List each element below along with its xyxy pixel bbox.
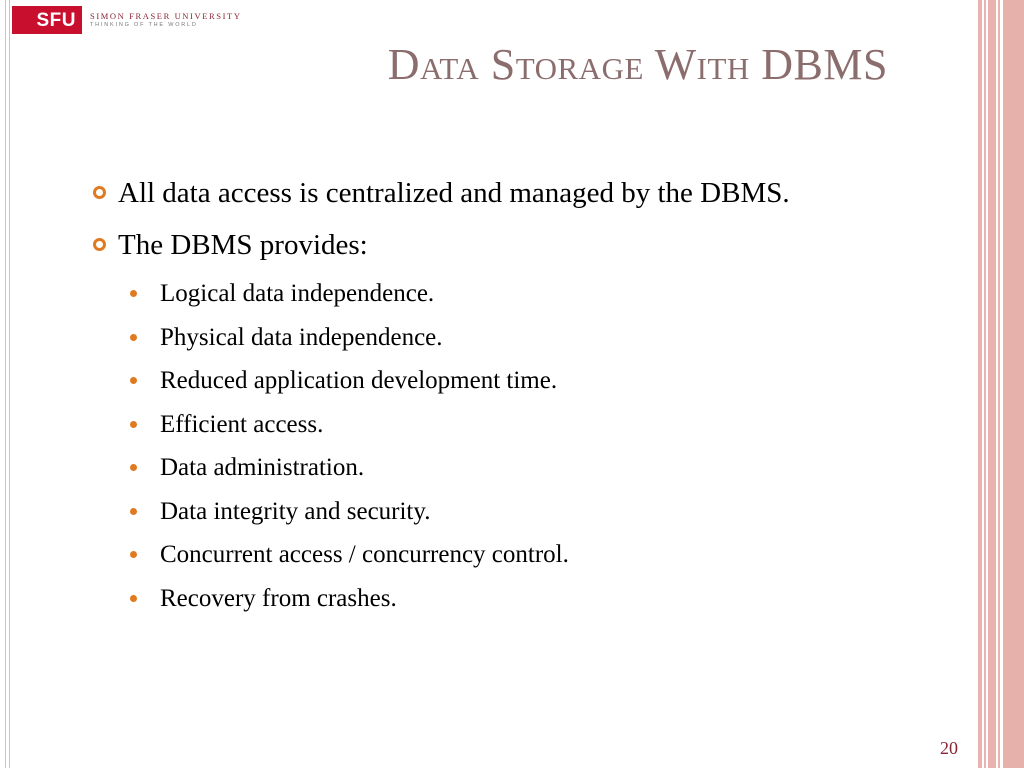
university-logo	[12, 6, 242, 34]
right-decor-stripe	[978, 0, 982, 768]
sub-bullet-text: Efficient access.	[160, 410, 324, 438]
sub-bullet-text: Logical data independence.	[160, 280, 435, 307]
right-decor-stripe	[988, 0, 996, 768]
sub-bullet-text: Recovery from crashes.	[160, 584, 397, 612]
filled-dot-bullet-icon	[130, 551, 137, 558]
filled-dot-bullet-icon	[130, 290, 137, 297]
right-decor-stripe	[1003, 0, 1024, 768]
filled-dot-bullet-icon	[130, 508, 137, 515]
bullet-text: All data access is centralized and managed by the DBMS.	[118, 177, 790, 209]
hollow-circle-bullet-icon	[93, 238, 106, 251]
sub-bullet-item	[90, 403, 920, 447]
filled-dot-bullet-icon	[130, 421, 137, 428]
slide-title: Data Storage With DBMS	[387, 40, 888, 89]
sub-bullet-item	[90, 533, 920, 577]
logo-text	[90, 11, 242, 29]
left-border-line	[9, 0, 10, 768]
sub-bullet-item	[90, 577, 920, 621]
page-number: 20	[940, 738, 958, 758]
filled-dot-bullet-icon	[130, 595, 137, 602]
sub-bullet-item	[90, 490, 920, 534]
sub-bullet-item	[90, 359, 920, 403]
sub-bullet-item	[90, 272, 920, 316]
sub-bullet-text: Concurrent access / concurrency control.	[160, 541, 569, 568]
filled-dot-bullet-icon	[130, 377, 137, 384]
bullet-item	[90, 172, 920, 214]
bullet-item	[90, 224, 920, 266]
hollow-circle-bullet-icon	[93, 186, 106, 199]
right-decor-stripe	[984, 0, 986, 768]
sub-bullet-text: Physical data independence.	[160, 323, 443, 351]
sub-bullet-list	[90, 272, 920, 620]
logo-mark: SFU	[12, 6, 82, 34]
sub-bullet-item	[90, 446, 920, 490]
slide-content	[90, 172, 920, 620]
filled-dot-bullet-icon	[130, 334, 137, 341]
sub-bullet-text: Reduced application development time.	[160, 367, 558, 394]
left-border-line	[5, 0, 6, 768]
logo-tagline: THINKING OF THE WORLD	[90, 22, 198, 28]
right-decor-stripe	[998, 0, 1000, 768]
sub-bullet-text: Data integrity and security.	[160, 497, 431, 525]
filled-dot-bullet-icon	[130, 464, 137, 471]
sub-bullet-text: Data administration.	[160, 454, 365, 481]
bullet-text: The DBMS provides:	[118, 229, 368, 261]
logo-university-name: SIMON FRASER UNIVERSITY	[90, 11, 242, 21]
sub-bullet-item	[90, 316, 920, 360]
